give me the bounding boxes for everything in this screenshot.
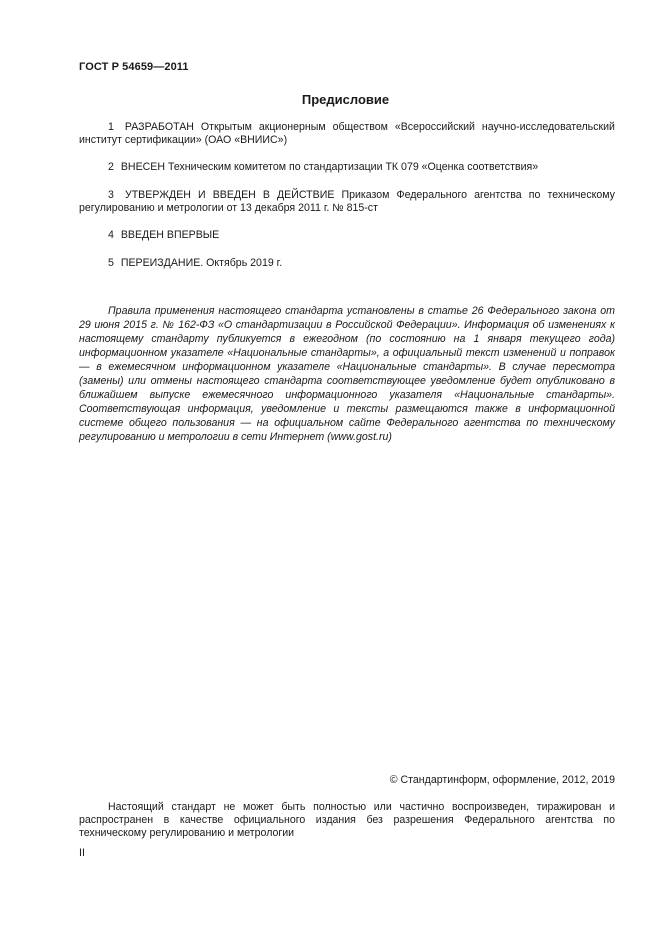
page-title: Предисловие [301,92,390,107]
item-label: ВНЕСЕН [120,161,166,173]
foreword-item-5 [79,257,615,270]
item-label: РАЗРАБОТАН [124,121,194,133]
item-text: Техническим комитетом по стандартизации ТК 079 «Оценка соответствия» [167,161,539,173]
page-number: II [79,847,85,859]
foreword-item-4 [79,229,615,242]
foreword-item-2 [79,161,615,174]
reproduction-notice: Настоящий стандарт не может быть полностью или частично воспроизведен, тиражирован и распространен в качестве официального издания без разрешения Федерального агентства по техническому регулированию и метрологии [79,801,615,839]
item-number: 5 [108,257,114,269]
foreword-items [79,121,615,285]
item-number: 3 [108,189,114,201]
item-label: УТВЕРЖДЕН И ВВЕДЕН В ДЕЙСТВИЕ [124,189,335,201]
item-number: 1 [108,121,114,133]
item-text: Октябрь 2019 г. [206,257,283,269]
copyright-line: © Стандартинформ, оформление, 2012, 2019 [389,774,615,786]
application-notice: Правила применения настоящего стандарта установлены в статье 26 Федерального закона от 29 июня 2015 г. № 162-ФЗ «О стандартизации в Российской Федерации». Информация об изменениях к настоящему стандарту публикуется в ежегодном (по состоянию на 1 января текущего года) информационном указателе «Национальные стандарты», а официальный текст изменений и поправок — в ежемесячном информационном указателе «Национальные стандарты». В случае пересмотра (замены) или отмены настоящего стандарта соответствующее уведомление будет опубликовано в ближайшем выпуске ежемесячного информационного указателя «Национальные стандарты». Соответствующая информация, уведомление и тексты размещаются также в информационной системе общего пользования — на официальном сайте Федерального агентства по техническому регулированию и метрологии в сети Интернет (www.gost.ru) [79,305,615,443]
foreword-item-3 [79,189,615,215]
item-number: 4 [108,229,114,241]
item-label: ПЕРЕИЗДАНИЕ. [120,257,204,269]
foreword-item-1 [79,121,615,147]
item-label: ВВЕДЕН ВПЕРВЫЕ [120,229,220,241]
item-text: Открытым акционерным обществом «Всероссийский научно-исследовательский институт сертификации» (ОАО «ВНИИС») [79,121,615,146]
item-number: 2 [108,161,114,173]
item-text: Приказом Федерального агентства по техническому регулированию и метрологии от 13 декабря 2011 г. № 815-ст [79,189,615,214]
standard-code: ГОСТ Р 54659—2011 [79,61,189,73]
